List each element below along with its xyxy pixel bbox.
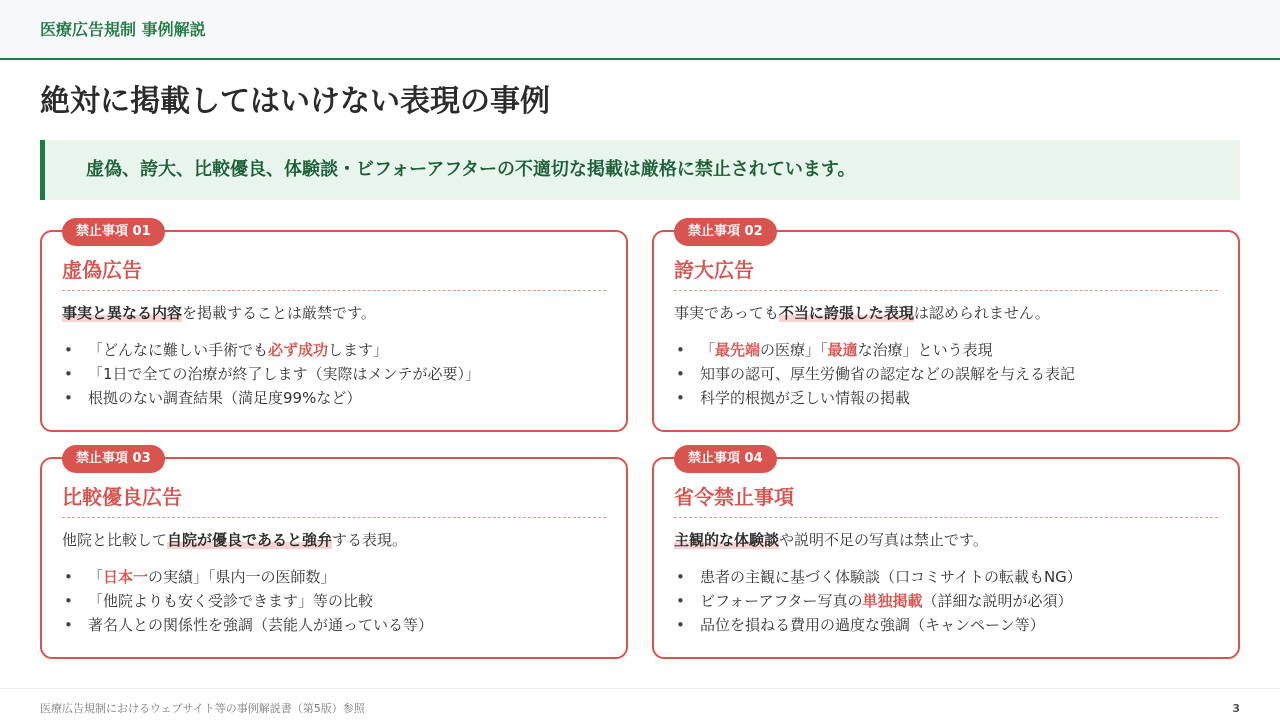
desc-after: は認められません。 <box>913 304 1050 322</box>
card-description <box>62 529 407 551</box>
list-item: • ビフォーアフター写真の単独掲載（詳細な説明が必須） <box>674 589 1082 613</box>
prohibition-card-02 <box>652 224 1240 432</box>
list-item: • 根拠のない調査結果（満足度99%など） <box>62 386 480 410</box>
card-badge: 禁止事項 03 <box>62 445 165 473</box>
prohibition-card-04 <box>652 451 1240 659</box>
desc-after: する表現。 <box>332 531 408 549</box>
list-item: • 科学的根拠が乏しい情報の掲載 <box>674 386 1075 410</box>
emphasis-text: 最適 <box>827 341 858 359</box>
card-divider <box>62 290 606 291</box>
list-item: • 「最先端の医療」「最適な治療」という表現 <box>674 338 1075 362</box>
list-item: • 「日本一の実績」「県内一の医師数」 <box>62 565 433 589</box>
page-title: 絶対に掲載してはいけない表現の事例 <box>40 84 550 119</box>
header-brand: 医療広告規制 事例解説 <box>40 20 206 39</box>
list-item: • 品位を損ねる費用の過度な強調（キャンペーン等） <box>674 613 1082 637</box>
list-item: • 患者の主観に基づく体験談（口コミサイトの転載もNG） <box>674 565 1082 589</box>
summary-banner-text: 虚偽、誇大、比較優良、体験談・ビフォーアフターの不適切な掲載は厳格に禁止されています。 <box>86 159 856 180</box>
desc-before: 他院と比較して <box>62 531 168 549</box>
desc-highlight: 自院が優良であると強弁 <box>167 531 333 549</box>
summary-banner <box>40 140 1240 200</box>
emphasis-text: 必ず成功 <box>268 341 329 359</box>
prohibition-card-01 <box>40 224 628 432</box>
header-bar <box>0 0 1280 60</box>
desc-highlight: 不当に誇張した表現 <box>778 304 914 322</box>
card-divider <box>674 517 1218 518</box>
page-number: 3 <box>1232 702 1240 715</box>
example-list <box>62 338 480 410</box>
example-list <box>62 565 433 637</box>
card-divider <box>674 290 1218 291</box>
prohibition-card-03 <box>40 451 628 659</box>
card-badge: 禁止事項 02 <box>674 218 777 246</box>
card-title: 省令禁止事項 <box>674 485 794 509</box>
list-item: • 「どんなに難しい手術でも必ず成功します」 <box>62 338 480 362</box>
card-divider <box>62 517 606 518</box>
card-description <box>674 302 1050 324</box>
example-list <box>674 338 1075 410</box>
desc-highlight: 主観的な体験談 <box>674 531 780 549</box>
list-item: • 知事の認可、厚生労働省の認定などの誤解を与える表記 <box>674 362 1075 386</box>
card-title: 虚偽広告 <box>62 258 142 282</box>
emphasis-text: 日本一 <box>103 568 149 586</box>
emphasis-text: 単独掲載 <box>862 592 923 610</box>
list-item: • 「1日で全ての治療が終了します（実際はメンテが必要）」 <box>62 362 480 386</box>
card-title: 誇大広告 <box>674 258 754 282</box>
example-list <box>674 565 1082 637</box>
emphasis-text: 最先端 <box>715 341 761 359</box>
desc-before: 事実であっても <box>674 304 779 322</box>
desc-highlight: 事実と異なる内容 <box>62 304 183 322</box>
list-item: • 「他院よりも安く受診できます」等の比較 <box>62 589 433 613</box>
desc-after: を掲載することは厳禁です。 <box>182 304 376 322</box>
card-badge: 禁止事項 01 <box>62 218 165 246</box>
card-title: 比較優良広告 <box>62 485 182 509</box>
card-badge: 禁止事項 04 <box>674 445 777 473</box>
footer-source-note: 医療広告規制におけるウェブサイト等の事例解説書（第5版）参照 <box>40 702 365 715</box>
list-item: • 著名人との関係性を強調（芸能人が通っている等） <box>62 613 433 637</box>
footer-divider <box>0 688 1280 689</box>
desc-after: や説明不足の写真は禁止です。 <box>779 531 988 549</box>
card-description <box>62 302 376 324</box>
card-description <box>674 529 988 551</box>
